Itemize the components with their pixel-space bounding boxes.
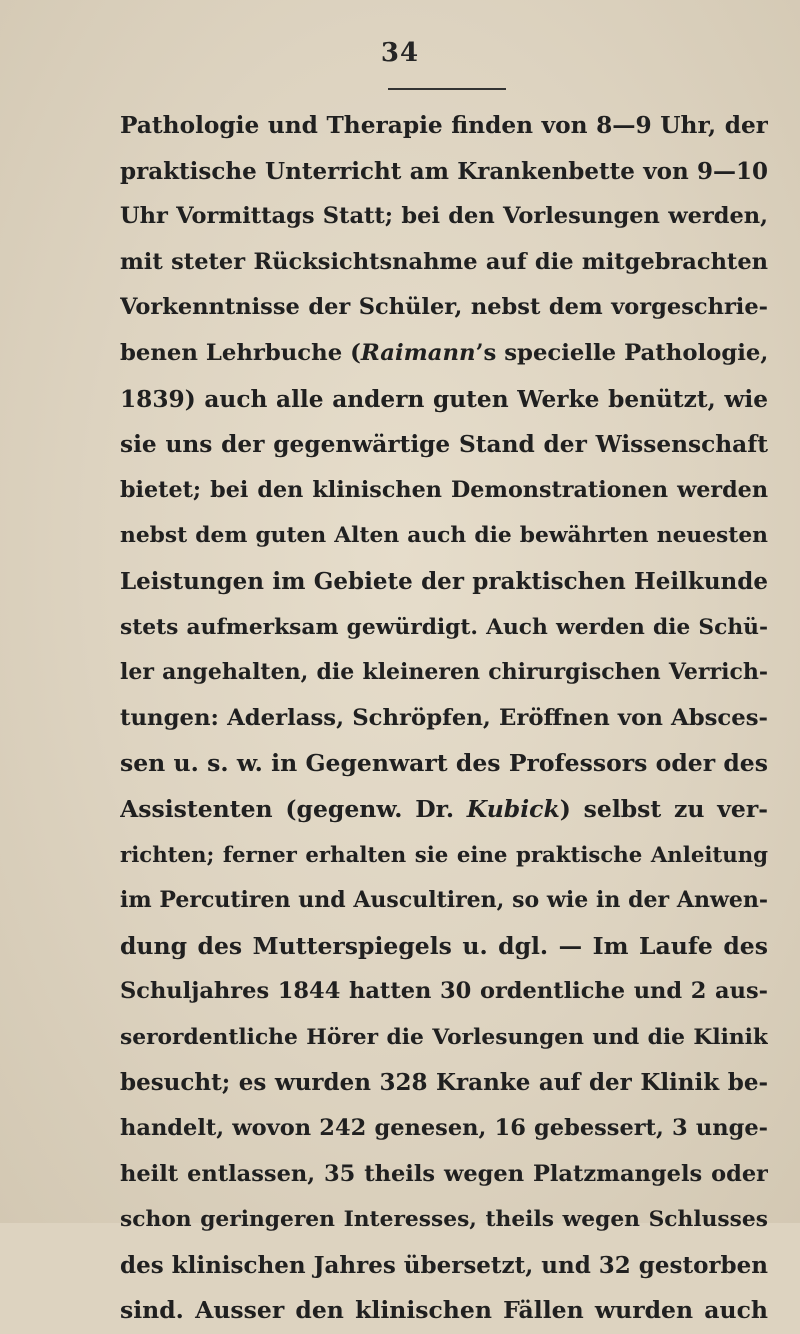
text-line: besucht; es wurden 328 Kranke auf der Klinik be- <box>120 1069 768 1097</box>
text-line: Schuljahres 1844 hatten 30 ordentliche und 2 aus- <box>120 978 768 1005</box>
text-line: dung des Mutterspiegels u. dgl. — Im Laufe des <box>120 931 768 960</box>
text-line: Pathologie und Therapie finden von 8—9 Uhr, der <box>120 112 768 139</box>
text-line: Uhr Vormittags Statt; bei den Vorlesungen werden, <box>120 203 768 230</box>
text-line: schon geringeren Interesses, theils wegen Schlusses <box>120 1207 768 1233</box>
text-line: heilt entlassen, 35 theils wegen Platzmangels oder <box>120 1160 768 1187</box>
text-line: handelt, wovon 242 genesen, 16 gebessert, 3 unge- <box>120 1115 768 1142</box>
body-text <box>120 103 768 1334</box>
text-line: des klinischen Jahres übersetzt, und 32 gestorben <box>120 1251 768 1279</box>
page-number: 34 <box>380 38 420 68</box>
text-line: nebst dem guten Alten auch die bewährten neuesten <box>120 523 768 549</box>
text-line: benen Lehrbuche (Raimann’s specielle Pathologie, <box>120 339 768 366</box>
text-line: mit steter Rücksichtsnahme auf die mitgebrachten <box>120 248 768 275</box>
italic-name-raimann: Raimann <box>360 339 476 366</box>
text-line: ler angehalten, die kleineren chirurgischen Verrich- <box>120 659 768 686</box>
text-line: tungen: Aderlass, Schröpfen, Eröffnen von Absces- <box>120 704 768 731</box>
text-line: stets aufmerksam gewürdigt. Auch werden die Schü- <box>120 614 768 640</box>
text-line: sind. Ausser den klinischen Fällen wurden auch <box>120 1296 768 1325</box>
text-line: sie uns der gegenwärtige Stand der Wissenschaft <box>120 431 768 459</box>
text-line: bietet; bei den klinischen Demonstrationen werden <box>120 476 768 503</box>
header-rule <box>388 88 506 90</box>
text-line: Vorkenntnisse der Schüler, nebst dem vorgeschrie- <box>120 294 768 321</box>
text-line: sen u. s. w. in Gegenwart des Professors oder des <box>120 749 768 778</box>
text-line: serordentliche Hörer die Vorlesungen und die Klinik <box>120 1024 768 1050</box>
text-line: Leistungen im Gebiete der praktischen Heilkunde <box>120 567 768 595</box>
italic-name-kubick: Kubick <box>466 794 560 823</box>
text-line: richten; ferner erhalten sie eine praktische Anleitung <box>120 842 768 868</box>
text-line: 1839) auch alle andern guten Werke benützt, wie <box>120 385 768 413</box>
text-line: im Percutiren und Auscultiren, so wie in der Anwen- <box>120 887 768 914</box>
text-line: Assistenten (gegenw. Dr. Kubick) selbst zu ver- <box>120 794 768 823</box>
text-line: praktische Unterricht am Krankenbette von 9—10 <box>120 157 768 185</box>
